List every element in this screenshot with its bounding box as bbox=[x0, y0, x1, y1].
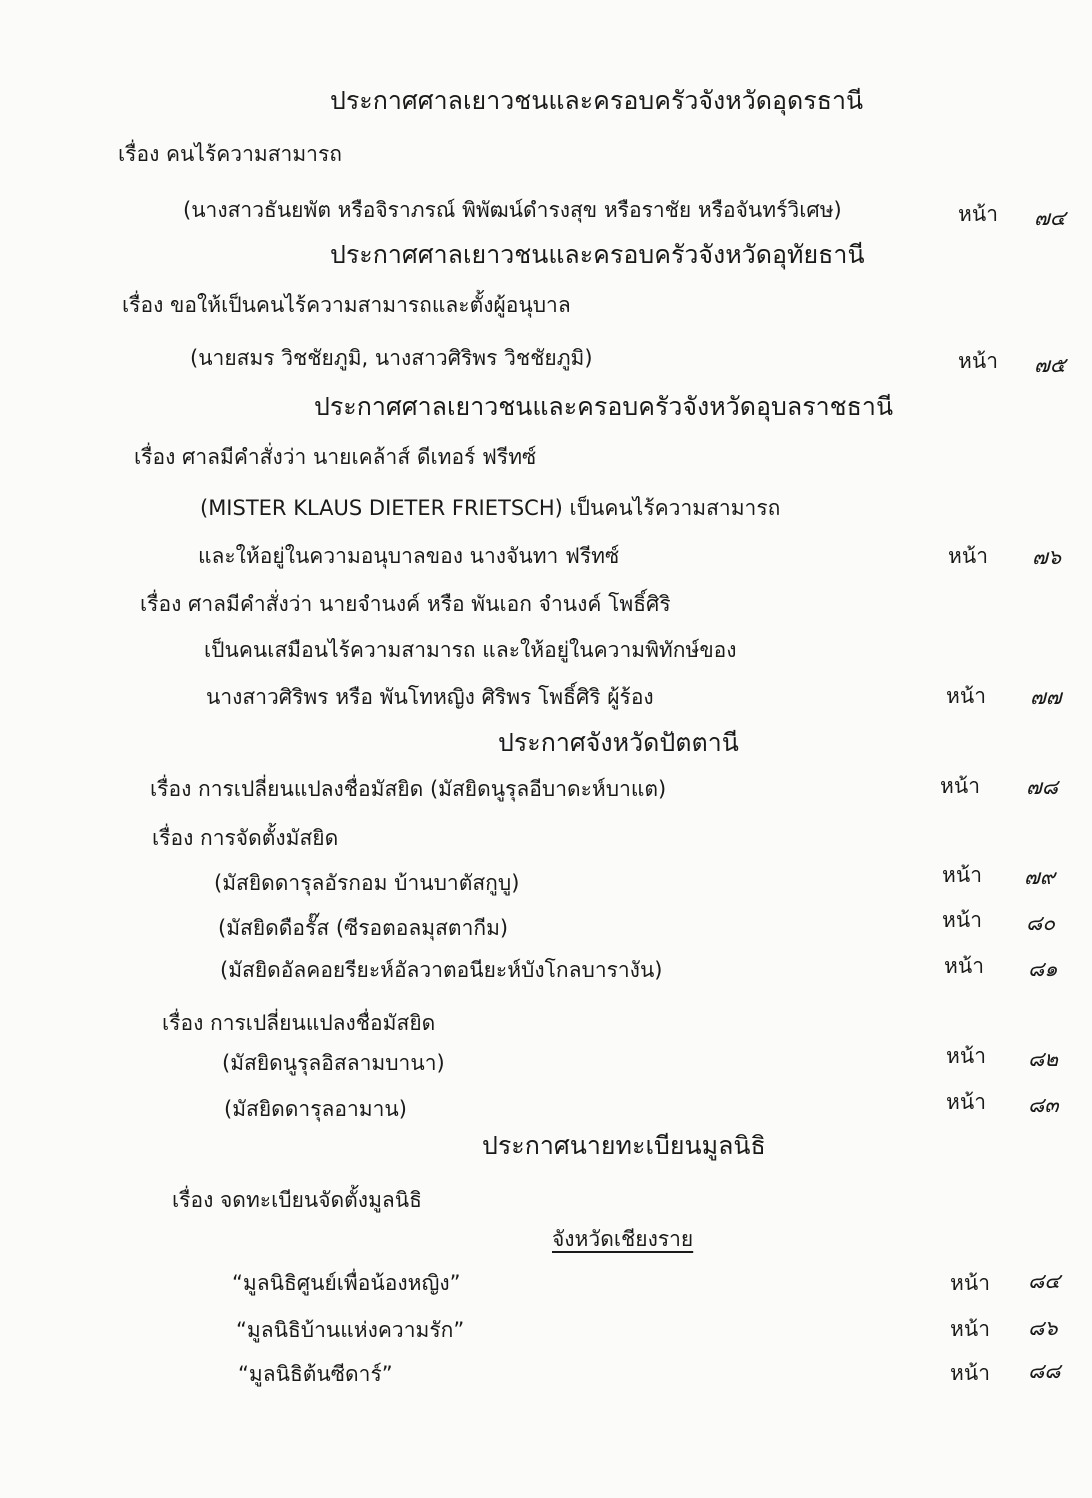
page-label: หน้า bbox=[948, 544, 988, 568]
page-number: ๗๔ bbox=[1034, 206, 1066, 230]
entry-line: (มัสยิดดือรั๊ส (ซีรอตอลมุสตากีม) bbox=[218, 916, 509, 940]
page-number: ๘๓ bbox=[1028, 1093, 1059, 1117]
province-subheading: จังหวัดเชียงราย bbox=[552, 1227, 694, 1251]
entry-line: (มัสยิดดารุลอามาน) bbox=[224, 1097, 407, 1121]
entry-line: (มัสยิดอัลคอยรียะห์อัลวาตอนียะห์บังโกลบารางัน) bbox=[220, 958, 663, 982]
entry-line: (มัสยิดนูรุลอิสลามบานา) bbox=[222, 1051, 445, 1075]
page-label: หน้า bbox=[946, 684, 986, 708]
page-number: ๘๘ bbox=[1028, 1359, 1061, 1383]
page-number: ๘๐ bbox=[1026, 911, 1056, 935]
page-number: ๗๕ bbox=[1034, 353, 1066, 377]
section-heading: ประกาศศาลเยาวชนและครอบครัวจังหวัดอุบลราชธานี bbox=[314, 392, 894, 421]
page-number: ๗๖ bbox=[1032, 545, 1062, 569]
subject-line: เรื่อง ศาลมีคำสั่งว่า นายเคล้าส์ ดีเทอร์ ฟรีทซ์ bbox=[134, 445, 537, 469]
page-label: หน้า bbox=[946, 1090, 986, 1114]
entry-line: เป็นคนเสมือนไร้ความสามารถ และให้อยู่ในความพิทักษ์ของ bbox=[204, 638, 737, 662]
subject-line: เรื่อง ศาลมีคำสั่งว่า นายจำนงค์ หรือ พันเอก จำนงค์ โพธิ์ศิริ bbox=[140, 592, 671, 616]
entry-line: “มูลนิธิบ้านแห่งความรัก” bbox=[236, 1318, 465, 1342]
subject-line: เรื่อง การจัดตั้งมัสยิด bbox=[152, 826, 339, 850]
entry-line: “มูลนิธิศูนย์เพื่อน้องหญิง” bbox=[232, 1271, 461, 1295]
page-label: หน้า bbox=[944, 954, 984, 978]
subject-line: เรื่อง จดทะเบียนจัดตั้งมูลนิธิ bbox=[172, 1188, 422, 1212]
section-heading: ประกาศนายทะเบียนมูลนิธิ bbox=[482, 1131, 766, 1160]
subject-line: เรื่อง คนไร้ความสามารถ bbox=[118, 142, 342, 166]
page-label: หน้า bbox=[946, 1044, 986, 1068]
page-number: ๘๑ bbox=[1028, 957, 1058, 981]
entry-line: “มูลนิธิต้นซีดาร์” bbox=[238, 1362, 393, 1386]
entry-line: (นางสาวธันยพัต หรือจิราภรณ์ พิพัฒน์ดำรงสุข หรือราชัย หรือจันทร์วิเศษ) bbox=[183, 198, 842, 222]
entry-line: นางสาวศิริพร หรือ พันโทหญิง ศิริพร โพธิ์ศิริ ผู้ร้อง bbox=[206, 685, 654, 709]
entry-line: (มัสยิดดารุลอัรกอม บ้านบาตัสกูบู) bbox=[214, 871, 520, 895]
page-number: ๘๔ bbox=[1028, 1269, 1061, 1293]
page-label: หน้า bbox=[940, 774, 980, 798]
page-label: หน้า bbox=[942, 863, 982, 887]
page-label: หน้า bbox=[950, 1317, 990, 1341]
page-label: หน้า bbox=[958, 202, 998, 226]
subject-line: เรื่อง การเปลี่ยนแปลงชื่อมัสยิด (มัสยิดนูรุลอีบาดะห์บาแต) bbox=[150, 777, 667, 801]
page-number: ๗๗ bbox=[1030, 685, 1062, 709]
section-heading: ประกาศจังหวัดปัตตานี bbox=[498, 728, 739, 757]
section-heading: ประกาศศาลเยาวชนและครอบครัวจังหวัดอุทัยธานี bbox=[330, 240, 865, 269]
subject-line: เรื่อง ขอให้เป็นคนไร้ความสามารถและตั้งผู้อนุบาล bbox=[122, 293, 571, 317]
page-number: ๘๖ bbox=[1028, 1316, 1058, 1340]
section-heading: ประกาศศาลเยาวชนและครอบครัวจังหวัดอุดรธานี bbox=[330, 86, 864, 115]
page-label: หน้า bbox=[950, 1361, 990, 1385]
subject-line: เรื่อง การเปลี่ยนแปลงชื่อมัสยิด bbox=[162, 1011, 436, 1035]
entry-line: และให้อยู่ในความอนุบาลของ นางจันทา ฟรีทซ์ bbox=[198, 544, 620, 568]
page-number: ๗๘ bbox=[1026, 775, 1058, 799]
page-number: ๘๒ bbox=[1028, 1047, 1059, 1071]
entry-line: (นายสมร วิชชัยภูมิ, นางสาวศิริพร วิชชัยภูมิ) bbox=[190, 346, 593, 370]
page-label: หน้า bbox=[942, 908, 982, 932]
entry-line: (MISTER KLAUS DIETER FRIETSCH) เป็นคนไร้ความสามารถ bbox=[200, 496, 781, 520]
page-number: ๗๙ bbox=[1024, 865, 1056, 889]
page-label: หน้า bbox=[958, 349, 998, 373]
page-label: หน้า bbox=[950, 1271, 990, 1295]
